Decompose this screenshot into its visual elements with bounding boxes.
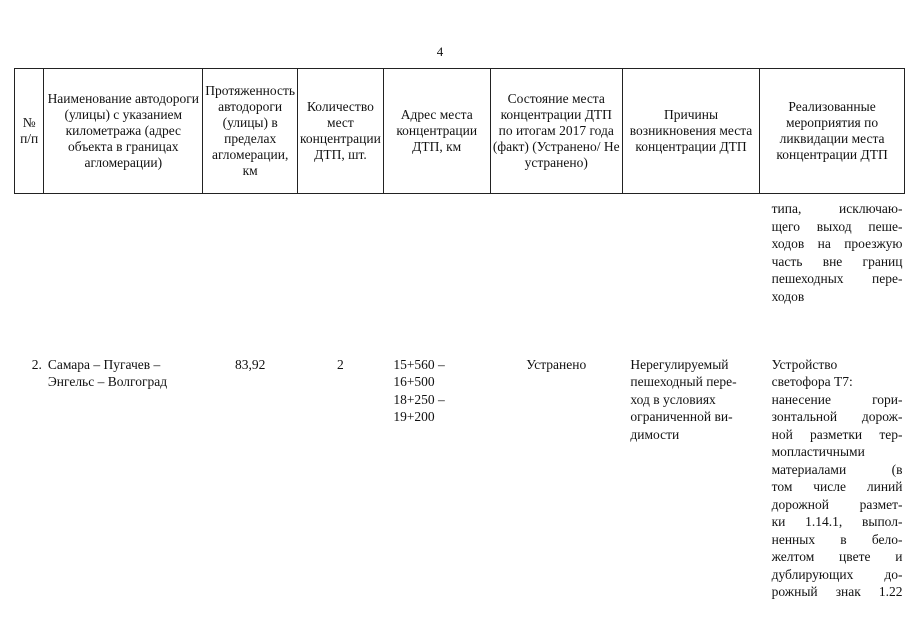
text-line: 19+200 <box>393 409 435 424</box>
text-line: щего выход пеше- <box>771 218 903 234</box>
text-line: ходов на проезжую <box>771 236 903 251</box>
accident-table <box>14 68 905 601</box>
text-line: часть вне границ <box>771 253 903 269</box>
col-header-number: № п/п <box>15 69 44 194</box>
measures-cell <box>760 356 905 601</box>
state-cell: Устранено <box>526 356 587 372</box>
text-line: 16+500 <box>393 374 435 389</box>
text-line: ной разметки тер- <box>771 426 903 442</box>
text-line: материалами (в <box>771 461 903 477</box>
length-cell: 83,92 <box>234 356 266 372</box>
text-line: зонтальной дорож- <box>771 409 903 424</box>
text-line: дублирующих до- <box>771 566 903 582</box>
cause-cell <box>622 356 759 601</box>
text-line: Устройство <box>771 356 838 372</box>
table-row-continued <box>15 194 905 356</box>
continued-measures-cell <box>760 194 905 356</box>
page-number: 4 <box>436 44 444 59</box>
text-line: дорожной размет- <box>771 496 903 512</box>
col-header-road: Наименование автодороги (улицы) с указанием километража (адрес объекта в границах агломерации) <box>44 69 203 194</box>
text-line: нанесение гори- <box>771 391 903 407</box>
text-line: желтом цвете и <box>771 549 903 564</box>
col-header-address: Адрес места концентрации ДТП, км <box>383 69 490 194</box>
text-line: Энгельс – Волгоград <box>47 374 168 389</box>
road-name-cell <box>44 356 203 601</box>
text-line: 15+560 – <box>393 356 445 372</box>
text-line: ограниченной ви- <box>630 409 733 424</box>
text-line: типа, исключаю- <box>771 201 903 216</box>
text-line: мопластичными <box>771 444 865 459</box>
text-line: ки 1.14.1, выпол- <box>771 514 903 529</box>
text-line: пешеходный пере- <box>630 374 737 389</box>
text-line: пешеходных пере- <box>771 271 903 286</box>
address-cell <box>383 356 490 601</box>
text-line: том числе линий <box>771 479 903 494</box>
col-header-cause: Причины возникновения места концентрации ДТП <box>622 69 759 194</box>
col-header-state: Состояние места концентрации ДТП по итогам 2017 года (факт) (Устранено/ Не устранено) <box>490 69 622 194</box>
count-cell: 2 <box>337 356 344 372</box>
text-line: димости <box>630 426 680 442</box>
text-line: ненных в бело- <box>771 531 903 547</box>
table-header-row <box>15 69 905 194</box>
text-line: ходов <box>771 288 805 304</box>
row-number: 2. <box>31 356 42 372</box>
table-row <box>15 356 905 601</box>
text-line: светофора Т7: <box>771 374 853 389</box>
text-line: Самара – Пугачев – <box>47 356 161 372</box>
text-line: Нерегулируемый <box>630 356 729 372</box>
text-line: 18+250 – <box>393 391 445 407</box>
col-header-count: Количество мест концентрации ДТП, шт. <box>298 69 384 194</box>
col-header-length: Протяженность автодороги (улицы) в пределах агломерации, км <box>203 69 298 194</box>
col-header-measures: Реализованные мероприятия по ликвидации места концентрации ДТП <box>760 69 905 194</box>
text-line: рожный знак 1.22 <box>771 584 903 599</box>
text-line: ход в условиях <box>630 391 716 407</box>
